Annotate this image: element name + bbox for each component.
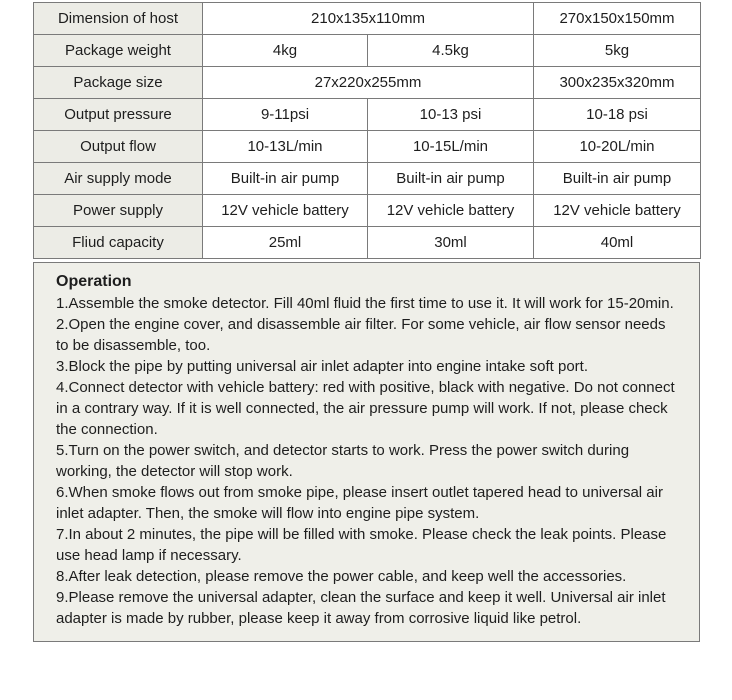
spec-label: Package weight bbox=[34, 35, 203, 67]
spec-value: 270x150x150mm bbox=[534, 3, 701, 35]
spec-value: 30ml bbox=[368, 227, 534, 259]
table-row-air-supply-mode bbox=[34, 163, 701, 195]
spec-value: 12V vehicle battery bbox=[203, 195, 368, 227]
table-row-package-weight bbox=[34, 35, 701, 67]
spec-value: 12V vehicle battery bbox=[534, 195, 701, 227]
table-row-package-size bbox=[34, 67, 701, 99]
operation-step-7: 7.In about 2 minutes, the pipe will be filled with smoke. Please check the leak points. Please use head lamp if necessary. bbox=[56, 526, 667, 564]
operation-step-9: 9.Please remove the universal adapter, clean the surface and keep it well. Universal air inlet adapter is made by rubber, please keep it away from corrosive liquid like petrol. bbox=[56, 589, 666, 627]
spec-value: Built-in air pump bbox=[203, 163, 368, 195]
spec-sheet bbox=[0, 2, 732, 700]
spec-value: 10-18 psi bbox=[534, 99, 701, 131]
spec-label: Output pressure bbox=[34, 99, 203, 131]
spec-label: Air supply mode bbox=[34, 163, 203, 195]
spec-label: Package size bbox=[34, 67, 203, 99]
spec-value: Built-in air pump bbox=[368, 163, 534, 195]
operation-heading: Operation bbox=[56, 273, 132, 290]
spec-value: 10-13 psi bbox=[368, 99, 534, 131]
spec-value: 4kg bbox=[203, 35, 368, 67]
spec-label: Fliud capacity bbox=[34, 227, 203, 259]
spec-value: 25ml bbox=[203, 227, 368, 259]
spec-value: 5kg bbox=[534, 35, 701, 67]
spec-value: 40ml bbox=[534, 227, 701, 259]
spec-value: 4.5kg bbox=[368, 35, 534, 67]
table-row-fluid-capacity bbox=[34, 227, 701, 259]
table-row-power-supply bbox=[34, 195, 701, 227]
operation-step-6: 6.When smoke flows out from smoke pipe, please insert outlet tapered head to universal air inlet adapter. Then, the smoke will flow into engine pipe system. bbox=[56, 484, 663, 522]
operation-step-1: 1.Assemble the smoke detector. Fill 40ml fluid the first time to use it. It will work for 15-20min. bbox=[56, 295, 674, 312]
table-row-dimension-of-host bbox=[34, 3, 701, 35]
operation-section bbox=[33, 262, 700, 642]
operation-step-8: 8.After leak detection, please remove the power cable, and keep well the accessories. bbox=[56, 568, 627, 585]
spec-value: 210x135x110mm bbox=[203, 3, 534, 35]
spec-label: Power supply bbox=[34, 195, 203, 227]
spec-value: Built-in air pump bbox=[534, 163, 701, 195]
spec-value: 10-15L/min bbox=[368, 131, 534, 163]
spec-value: 12V vehicle battery bbox=[368, 195, 534, 227]
spec-value: 10-20L/min bbox=[534, 131, 701, 163]
spec-value: 9-11psi bbox=[203, 99, 368, 131]
operation-step-5: 5.Turn on the power switch, and detector starts to work. Press the power switch during working, the detector will stop work. bbox=[56, 442, 630, 480]
spec-value: 10-13L/min bbox=[203, 131, 368, 163]
spec-value: 300x235x320mm bbox=[534, 67, 701, 99]
spec-label: Dimension of host bbox=[34, 3, 203, 35]
spec-table bbox=[33, 2, 701, 259]
operation-step-3: 3.Block the pipe by putting universal air inlet adapter into engine intake soft port. bbox=[56, 358, 588, 375]
table-row-output-pressure bbox=[34, 99, 701, 131]
spec-label: Output flow bbox=[34, 131, 203, 163]
operation-step-2: 2.Open the engine cover, and disassemble air filter. For some vehicle, air flow sensor needs to be disassemble, too. bbox=[56, 316, 666, 354]
operation-step-4: 4.Connect detector with vehicle battery: red with positive, black with negative. Do not connect in a contrary way. If it is well connected, the air pressure pump will work. If not, please check the connection. bbox=[56, 379, 675, 438]
spec-value: 27x220x255mm bbox=[203, 67, 534, 99]
table-row-output-flow bbox=[34, 131, 701, 163]
